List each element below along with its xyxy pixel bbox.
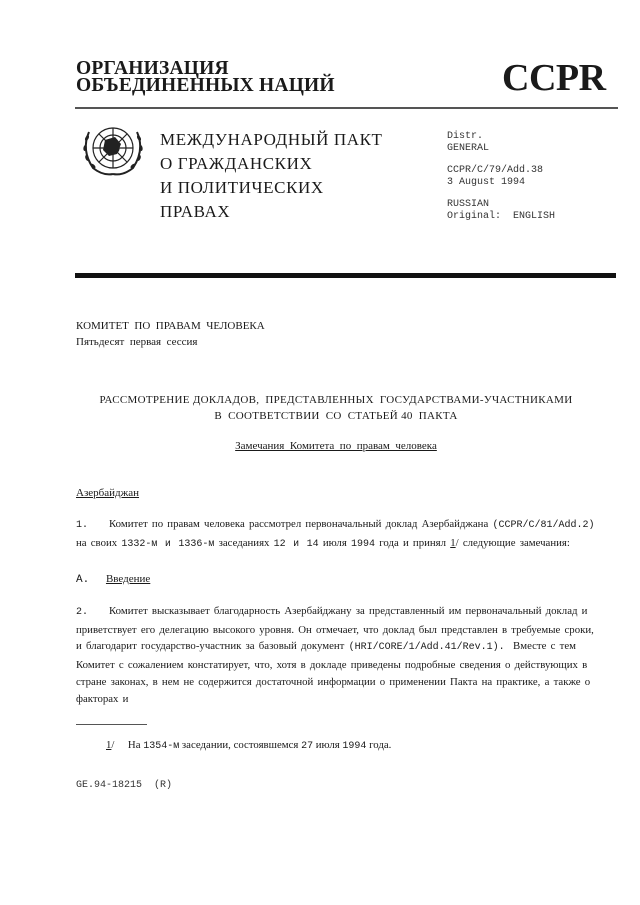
original-language: Original: ENGLISH — [447, 210, 556, 222]
document-reference: (HRI/CORE/1/Add.41/Rev.1). — [348, 642, 505, 654]
covenant-title-line: О ГРАЖДАНСКИХ — [160, 154, 313, 173]
header-divider — [75, 107, 618, 109]
document-reference: (CCPR/C/81/Add.2) — [492, 520, 595, 531]
country-heading: Азербайджан — [76, 487, 140, 499]
paragraph-text: года и принял — [379, 536, 447, 549]
paragraph-2 — [76, 603, 596, 707]
organization-name — [76, 60, 335, 94]
heading-line1: РАССМОТРЕНИЕ ДОКЛАДОВ, ПРЕДСТАВЛЕННЫХ ГОСУДАРСТВАМИ-УЧАСТНИКАМИ — [99, 394, 573, 406]
committee-name: КОМИТЕТ ПО ПРАВАМ ЧЕЛОВЕКА — [76, 320, 265, 332]
document-symbol: CCPR/C/79/Add.38 — [447, 165, 544, 176]
meeting-dates: 12 и 14 — [273, 538, 319, 550]
document-date: 3 August 1994 — [447, 176, 526, 188]
paragraph-1 — [76, 516, 596, 553]
covenant-title — [160, 128, 383, 224]
paragraph-text: Комитет высказывает благодарность Азербайджану за представленный им первоначальный доклад и приветствует его делегацию высокого уровня. Он отмечает, что доклад был представлен в требуемые сроки, и благодарит государство-участник за базовый документ — [76, 605, 594, 653]
heading-line2: В СООТВЕТСТВИИ СО СТАТЬЕЙ 40 ПАКТА — [214, 410, 458, 422]
footnote-1 — [106, 739, 391, 752]
footnote-marker: 1 — [106, 739, 112, 751]
organization-name-line1: ОРГАНИЗАЦИЯ — [76, 58, 229, 79]
footnote-text: июля — [315, 739, 340, 751]
section-letter: A. — [76, 574, 90, 586]
paragraph-number: 2. — [76, 607, 89, 618]
covenant-title-line: МЕЖДУНАРОДНЫЙ ПАКТ — [160, 130, 383, 149]
paragraph-text: / следующие замечания: — [455, 536, 570, 549]
distribution-type: GENERAL — [447, 142, 490, 154]
footnote-reference-link[interactable]: 1 — [450, 536, 456, 549]
paragraph-number: 1. — [76, 520, 89, 531]
distribution-metadata — [447, 131, 555, 222]
paragraph-text: Вместе с тем Комитет с сожалением констатирует, что, хотя в докладе приведены подробные сведения о действующих в стране законах, в нем не содержится достаточной информации о применении Пакта на практике, а также о факторах и — [76, 640, 591, 705]
document-subtitle: Замечания Комитета по правам человека — [235, 440, 437, 452]
paragraph-text: июля — [322, 536, 347, 549]
footnote-meeting-number: 1354-м — [143, 741, 180, 752]
committee-block — [76, 318, 265, 350]
meeting-year: 1994 — [351, 538, 376, 550]
job-number: GE.94-18215 (R) — [76, 780, 173, 791]
un-emblem-icon — [79, 120, 147, 180]
footnote-divider — [76, 724, 147, 725]
footnote-text: года. — [369, 739, 392, 751]
document-series-symbol: CCPR — [502, 57, 606, 99]
covenant-title-line: И ПОЛИТИЧЕСКИХ — [160, 178, 324, 197]
meeting-numbers: 1332-м и 1336-м — [121, 538, 215, 550]
paragraph-text: на своих — [76, 536, 118, 549]
document-heading — [76, 392, 596, 424]
section-a-heading — [76, 573, 150, 586]
document-language: RUSSIAN — [447, 199, 490, 210]
footnote-day: 27 — [301, 741, 314, 752]
paragraph-text: Комитет по правам человека рассмотрел первоначальный доклад Азербайджана — [109, 518, 489, 530]
footnote-text: заседании, состоявшемся — [181, 739, 299, 751]
session-name: Пятьдесят первая сессия — [76, 336, 198, 348]
section-title: Введение — [105, 573, 151, 585]
organization-name-line2: ОБЪЕДИНЕННЫХ НАЦИЙ — [76, 75, 335, 96]
distr-label: Distr. — [447, 131, 484, 142]
footnote-year: 1994 — [342, 741, 367, 752]
footnote-slash: / — [111, 739, 115, 751]
footnote-text: На — [127, 739, 141, 751]
paragraph-text: заседаниях — [218, 536, 270, 549]
covenant-title-line: ПРАВАХ — [160, 202, 231, 221]
header-thick-divider — [75, 273, 616, 278]
